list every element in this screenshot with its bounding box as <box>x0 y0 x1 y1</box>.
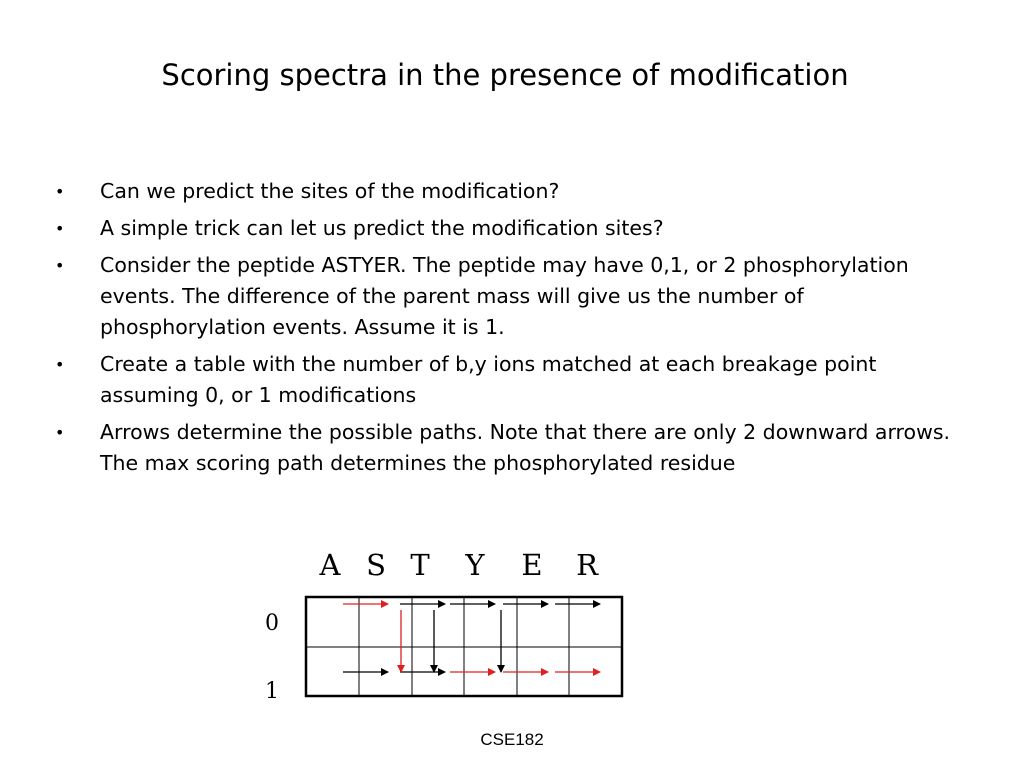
bullet-text: A simple trick can let us predict the modification sites? <box>100 216 664 240</box>
residue-letter: E <box>521 548 543 582</box>
bullet-item <box>55 417 975 479</box>
bullet-item <box>55 349 975 411</box>
residue-letter: S <box>366 548 386 582</box>
row-label: 1 <box>265 679 279 704</box>
row-label: 0 <box>265 611 279 636</box>
bullet-item <box>55 213 975 244</box>
bullet-marker: • <box>55 182 65 201</box>
residue-letter: Y <box>465 548 485 582</box>
bullet-marker: • <box>55 219 65 238</box>
residue-letter: T <box>410 548 430 582</box>
bullet-list <box>55 176 975 485</box>
modification-path-diagram <box>260 545 660 705</box>
arrow-layer <box>343 604 600 672</box>
residue-letter: R <box>576 548 598 582</box>
slide-title: Scoring spectra in the presence of modification <box>161 58 849 92</box>
bullet-marker: • <box>55 256 65 275</box>
bullet-marker: • <box>55 423 65 442</box>
bullet-text: Create a table with the number of b,y ions matched at each breakage point assuming 0, or 1 modifications <box>100 352 877 407</box>
bullet-item <box>55 250 975 343</box>
bullet-item <box>55 176 975 207</box>
slide-footer: CSE182 <box>480 730 544 749</box>
bullet-marker: • <box>55 355 65 374</box>
bullet-text: Consider the peptide ASTYER. The peptide may have 0,1, or 2 phosphorylation events. The difference of the parent mass will give us the number of phosphorylation events. Assume it is 1. <box>100 253 909 339</box>
diagram-canvas <box>260 545 660 705</box>
bullet-text: Can we predict the sites of the modification? <box>100 179 560 203</box>
bullet-text: Arrows determine the possible paths. Note that there are only 2 downward arrows. The max scoring path determines the phosphorylated residue <box>100 420 951 475</box>
residue-letter: A <box>319 548 341 582</box>
